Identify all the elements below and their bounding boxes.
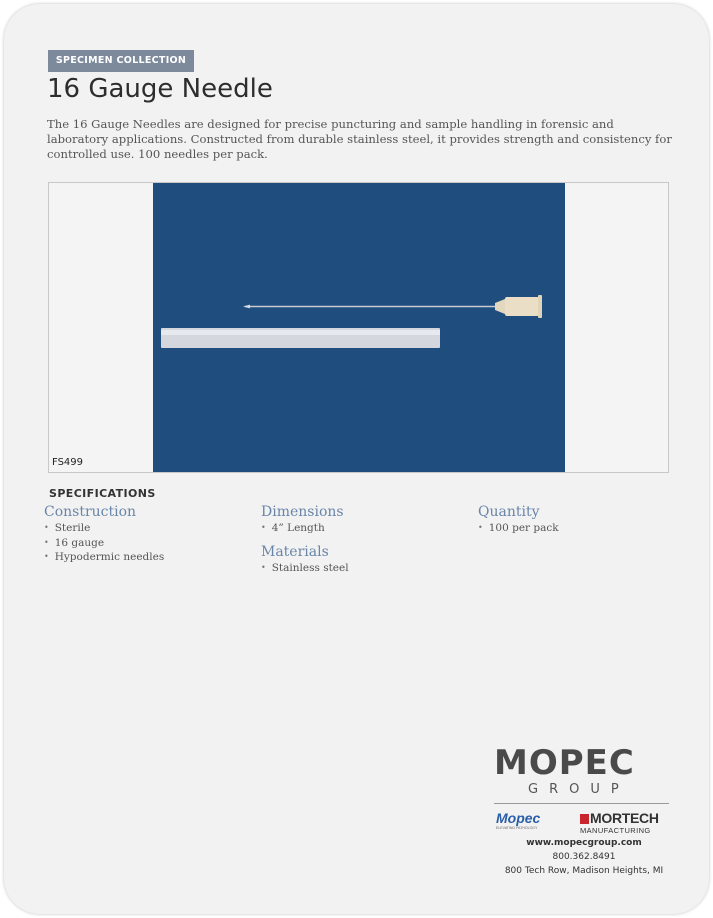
spec-item: • 4” Length xyxy=(261,521,344,536)
spec-item: • 16 gauge xyxy=(44,536,164,551)
spec-dimensions xyxy=(261,504,344,536)
spec-list xyxy=(261,561,349,576)
needle-hub-neck xyxy=(495,299,505,314)
spec-list xyxy=(478,521,559,536)
logo-wordmark: MOPEC xyxy=(494,743,635,783)
product-sheet xyxy=(4,4,709,914)
page-title: 16 Gauge Needle xyxy=(47,74,273,104)
category-badge: SPECIMEN COLLECTION xyxy=(48,50,194,72)
spec-item: • Stainless steel xyxy=(261,561,349,576)
spec-title: Construction xyxy=(44,504,137,520)
logo-subtext: GROUP xyxy=(528,782,630,797)
address: 800 Tech Row, Madison Heights, MI xyxy=(504,866,664,876)
sku-label: FS499 xyxy=(52,457,84,468)
spec-item: • 100 per pack xyxy=(478,521,559,536)
spec-quantity xyxy=(478,504,559,536)
needle-hub-flange xyxy=(538,295,542,318)
mortech-logo: MORTECH MANUFACTURING xyxy=(580,810,659,835)
spec-item: • Sterile xyxy=(44,521,164,536)
specifications-heading: SPECIFICATIONS xyxy=(49,487,156,500)
contact-info xyxy=(474,836,694,878)
product-description: The 16 Gauge Needles are designed for precise puncturing and sample handling in forensic and laboratory applications. Constructed from durable stainless steel, it provides strength and consistency for controlled use. 100 needles per pack. xyxy=(47,117,672,161)
product-image-frame xyxy=(48,182,669,473)
needle-tip xyxy=(243,305,250,309)
spec-title: Materials xyxy=(261,544,329,560)
website-link[interactable]: www.mopecgroup.com xyxy=(526,838,642,848)
needle-hub xyxy=(505,297,539,316)
mopec-sub-logo: Mopec ELEVATING PATHOLOGY xyxy=(496,810,541,830)
spec-construction xyxy=(44,504,164,565)
spec-item: • Hypodermic needles xyxy=(44,550,164,565)
mortech-mark-icon xyxy=(580,814,589,824)
spec-materials xyxy=(261,544,349,576)
spec-title: Dimensions xyxy=(261,504,344,520)
logo-divider xyxy=(494,803,669,804)
spec-list xyxy=(44,521,164,565)
phone-number: 800.362.8491 xyxy=(552,852,616,862)
needle-illustration xyxy=(153,183,565,472)
spec-list xyxy=(261,521,344,536)
mopec-group-logo xyxy=(494,743,674,836)
product-image xyxy=(153,183,565,472)
sub-brand-logos xyxy=(494,810,674,836)
spec-title: Quantity xyxy=(478,504,540,520)
